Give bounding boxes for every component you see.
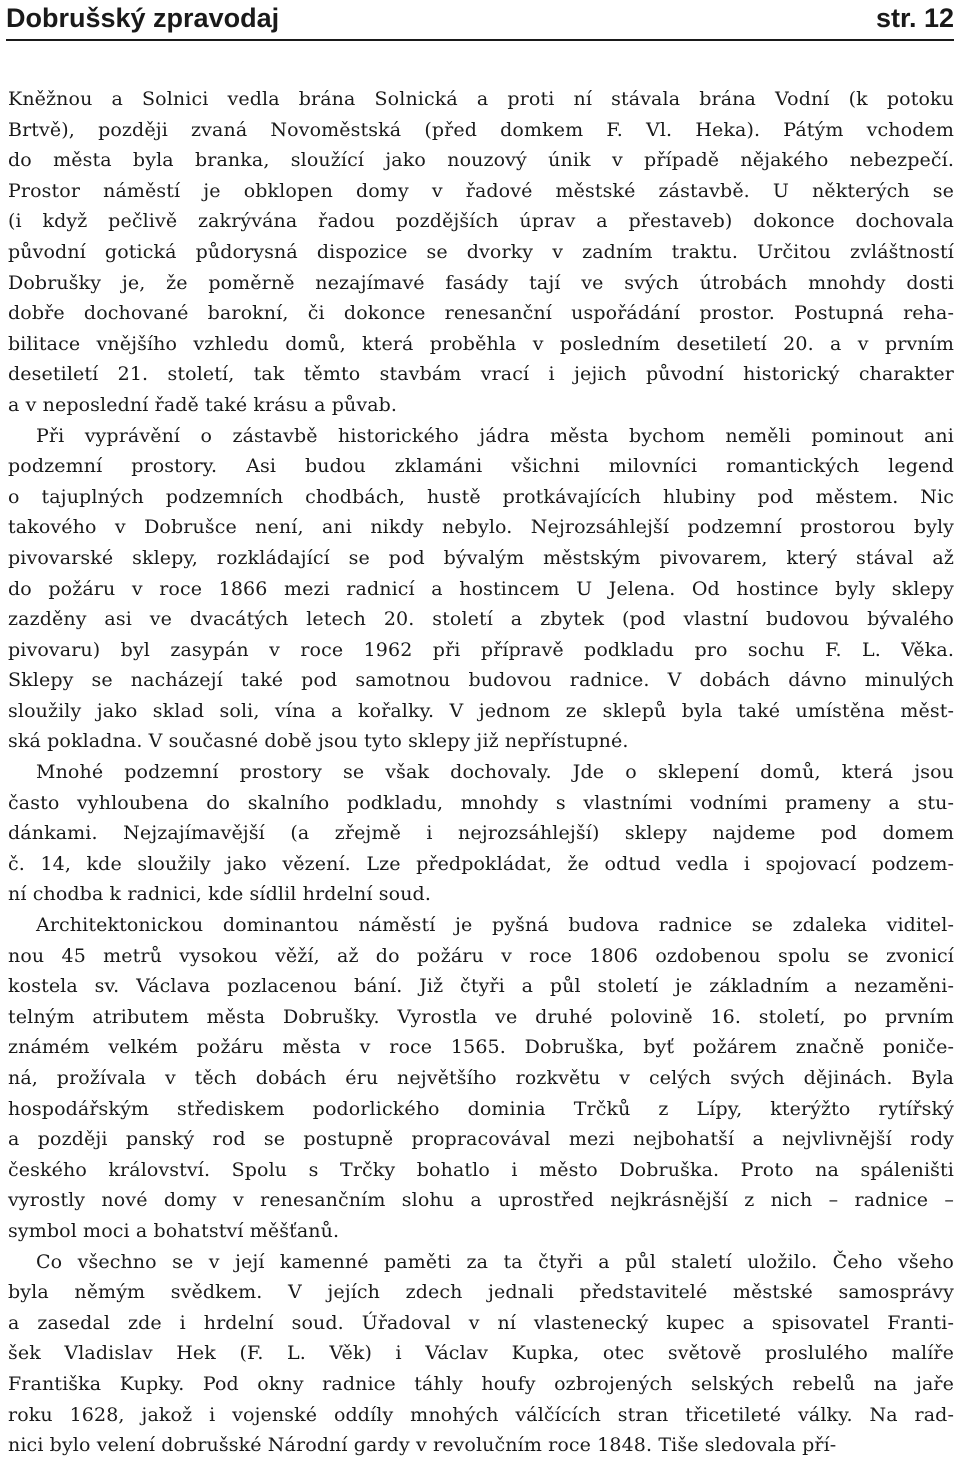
text-line: do města byla branka, sloužící jako nouzový únik v případě nějakého nebezpečí. (8, 149, 954, 172)
text-line: pivovaru) byl zasypán v roce 1962 při přípravě podkladu pro sochu F. L. Věka. (8, 638, 954, 661)
text-line: Architektonickou dominantou náměstí je pyšná budova radnice se zdaleka viditel- (36, 914, 954, 937)
text-line: šek Vladislav Hek (F. L. Věk) i Václav Kupka, otec světově proslulého malíře (8, 1342, 954, 1365)
text-line: vyrostly nové domy v renesančním slohu a uprostřed nejkrásnější z nich – radnice – (8, 1189, 954, 1212)
text-line: Prostor náměstí je obklopen domy v řadové městské zástavbě. U některých se (8, 179, 954, 202)
text-line: Brtvě), později zvaná Novoměstská (před domkem F. Vl. Heka). Pátým vchodem (8, 118, 954, 141)
text-line: ná, prožívala v těch dobách éru největšího rozkvětu v celých svých dějinách. Byla (8, 1067, 954, 1089)
text-line: kostela sv. Václava pozlacenou bání. Již čtyři a půl století je základním a nezaměni- (8, 975, 954, 998)
text-line: často vyhloubena do skalního podkladu, mnohdy s vlastními vodními prameny a stu- (8, 791, 954, 814)
page-number: str. 12 (875, 3, 954, 33)
text-line: dánkami. Nejzajímavější (a zřejmě i nejrozsáhlejší) sklepy najdeme pod domem (8, 822, 954, 845)
text-line: českého království. Spolu s Trčky bohatlo i město Dobruška. Proto na spáleništi (8, 1158, 954, 1181)
text-line: dobře dochované barokní, či dokonce renesanční uspořádání prostor. Postupná reha- (8, 302, 954, 325)
text-line: desetiletí 21. století, tak těmto stavbám vrací i jejich původní historický charakter (8, 363, 954, 386)
text-line: Co všechno se v její kamenné paměti za ta čtyři a půl staletí uložilo. Čeho všeho (36, 1250, 954, 1273)
text-line: Dobrušky je, že poměrně nezajímavé fasády tají ve svých útrobách mnohdy dosti (8, 271, 954, 294)
text-line: Při vyprávění o zástavbě historického jádra města bychom neměli pominout ani (36, 424, 954, 447)
newsletter-title: Dobrušský zpravodaj (6, 3, 280, 33)
text-line: a v neposlední řadě také krásu a půvab. (8, 393, 398, 416)
text-line: do požáru v roce 1866 mezi radnicí a hostincem U Jelena. Od hostince byly sklepy (8, 577, 954, 600)
text-line: bilitace vnějšího vzhledu domů, která proběhla v posledním desetiletí 20. a v prvním (8, 332, 954, 355)
paragraph (8, 84, 954, 421)
paragraph (8, 910, 954, 1247)
paragraph (8, 757, 954, 910)
article-body (8, 84, 954, 1461)
text-line: č. 14, kde sloužily jako vězení. Lze předpokládat, že odtud vedla i spojovací podzem- (8, 852, 954, 875)
text-line: Kněžnou a Solnici vedla brána Solnická a proti ní stávala brána Vodní (k potoku (8, 88, 954, 110)
text-line: známém velkém požáru města v roce 1565. Dobruška, byť požárem značně poniče- (8, 1036, 954, 1059)
text-line: Mnohé podzemní prostory se však dochovaly. Jde o sklepení domů, která jsou (36, 761, 954, 784)
text-line: Františka Kupky. Pod okny radnice táhly houfy ozbrojených selských rebelů na jaře (8, 1372, 954, 1395)
text-line: o tajuplných podzemních chodbách, hustě protkávajících hlubiny pod městem. Nic (8, 485, 954, 508)
text-line: zazděny asi ve dvacátých letech 20. století a zbytek (pod vlastní budovou bývalého (8, 608, 954, 631)
text-line: roku 1628, jakož i vojenské oddíly mnohých válčících stran třicetileté války. Na rad- (8, 1403, 954, 1426)
paragraph (8, 421, 954, 758)
text-line: sloužily jako sklad soli, vína a kořalky. V jednom ze sklepů byla také umístěna měst- (8, 699, 954, 722)
text-line: původní gotická půdorysná dispozice se dvorky v zadním traktu. Určitou zvláštností (8, 240, 954, 263)
text-line: Sklepy se nacházejí také pod samotnou budovou radnice. V dobách dávno minulých (8, 669, 954, 692)
text-line: takového v Dobrušce není, ani nikdy nebylo. Nejrozsáhlejší podzemní prostorou byly (8, 516, 954, 539)
text-line: nici bylo velení dobrušské Národní gardy v revolučním roce 1848. Tiše sledovala pří- (8, 1434, 837, 1457)
page-header (6, 0, 954, 44)
text-line: symbol moci a bohatství měšťanů. (8, 1219, 340, 1242)
text-line: telným atributem města Dobrušky. Vyrostla ve druhé polovině 16. století, po prvním (8, 1005, 954, 1028)
text-line: pivovarské sklepy, rozkládající se pod bývalým městským pivovarem, který stával až (8, 546, 954, 569)
header-divider (6, 39, 954, 41)
text-line: byla němým svědkem. V jejích zdech jednali představitelé městské samosprávy (8, 1281, 954, 1304)
text-line: a později panský rod se postupně propracovával mezi nejbohatší a nejvlivnější rody (8, 1128, 954, 1151)
text-line: hospodářským střediskem podorlického dominia Trčků z Lípy, kterýžto rytířský (8, 1097, 954, 1120)
text-line: nou 45 metrů vysokou věží, až do požáru v roce 1806 ozdobenou spolu se zvonicí (8, 944, 954, 967)
text-line: ská pokladna. V současné době jsou tyto sklepy již nepřístupné. (8, 730, 629, 753)
text-line: (i když pečlivě zakrývána řadou pozdějších úprav a přestaveb) dokonce dochovala (8, 210, 954, 233)
text-line: podzemní prostory. Asi budou zklamáni všichni milovníci romantických legend (8, 455, 954, 478)
text-line: ní chodba k radnici, kde sídlil hrdelní soud. (8, 883, 432, 906)
paragraph (8, 1247, 954, 1461)
text-line: a zasedal zde i hrdelní soud. Úřadoval v ní vlastenecký kupec a spisovatel Franti- (8, 1311, 954, 1334)
